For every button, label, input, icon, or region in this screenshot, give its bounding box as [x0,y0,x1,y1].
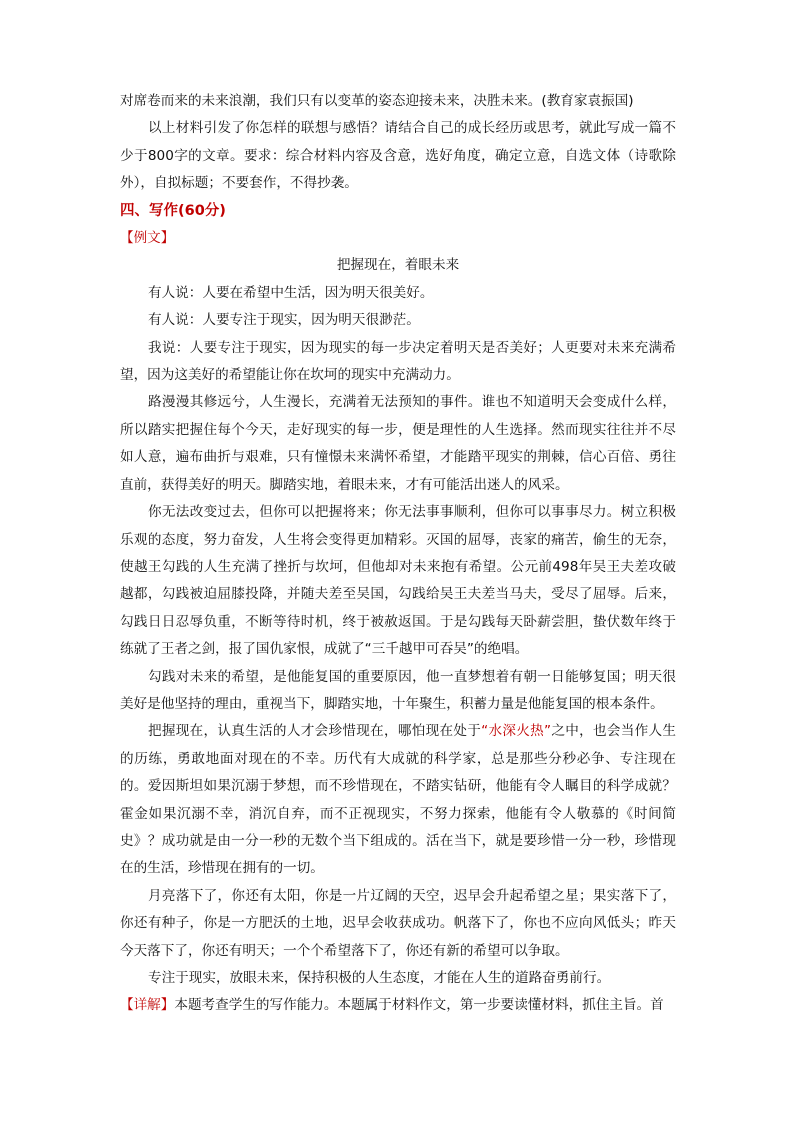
document-page [120,88,676,1020]
detail-tag: 【详解】 [120,997,175,1014]
essay-paragraph: 有人说：人要在希望中生活，因为明天很美好。 [148,284,434,301]
essay-paragraph: 专注于现实，放眼未来，保持积极的人生态度，才能在人生的道路奋勇前行。 [148,970,611,986]
essay-text: 把握现在，认真生活的人才会珍惜现在，哪怕现在处于 [148,723,482,740]
detail-paragraph [120,992,676,1019]
essay-paragraph: 勾践对未来的希望，是他能复国的重要原因，他一直梦想着有朝一日能够复国；明天很美好是他坚持的理由，重视当下，脚踏实地，十年聚生，积蓄力量是他能复国的根本条件。 [120,668,676,712]
essay-paragraph: 我说：人要专注于现实，因为现实的每一步决定着明天是否美好；人更要对未来充满希望，因为这美好的希望能让你在坎坷的现实中充满动力。 [120,339,676,384]
essay-text: 之中，也会当作人生的历练，勇敢地面对现在的不幸。历代有大成就的科学家，总是那些分秒必争、专注现在的。爱因斯坦如果沉溺于梦想，而不珍惜现在，不踏实钻研，他能有令人瞩目的科学成就？霍金如果沉溺不幸，消沉自弃，而不正视现实，不努力探索，他能有令人敬慕的《时间简史》？成功就是由一分一秒的无数个当下组成的。活在当下，就是要珍惜一分一秒，珍惜现在的生活，珍惜现在拥有的一切。 [120,723,676,877]
essay-paragraph [120,718,676,882]
essay-paragraph: 月亮落下了，你还有太阳，你是一片辽阔的天空，迟早会升起希望之星；果实落下了，你还有种子，你是一方肥沃的土地，迟早会收获成功。帆落下了，你也不应向风低头；昨天今天落下了，你还有明天；一个个希望落下了，你还有新的希望可以争取。 [120,887,676,959]
essay-title: 把握现在，着眼未来 [336,257,460,274]
example-tag: 【例文】 [120,230,175,247]
writing-prompt: 以上材料引发了你怎样的联想与感悟？请结合自己的成长经历或思考，就此写成一篇不少于800字的文章。要求：综合材料内容及含意，选好角度，确定立意，自选文体（诗歌除外），自拟标题；不要套作，不得抄袭。 [120,120,676,192]
section-heading: 四、写作(60分) [120,202,226,219]
detail-text: 本题考查学生的写作能力。本题属于材料作文，第一步要读懂材料，抓住主旨。首 [174,997,664,1014]
highlighted-phrase: “水深火热” [481,723,552,740]
material-tail: 对席卷而来的未来浪潮，我们只有以变革的姿态迎接未来，决胜未来。(教育家袁振国) [120,93,634,109]
essay-paragraph: 路漫漫其修远兮，人生漫长，充满着无法预知的事件。谁也不知道明天会变成什么样，所以踏实把握住每个今天，走好现实的每一步，便是理性的人生选择。然而现实往往并不尽如人意，遍布曲折与艰难，只有憧憬未来满怀希望，才能踏平现实的荆棘，信心百倍、勇往直前，获得美好的明天。脚踏实地，着眼未来，才有可能活出迷人的风采。 [120,394,676,493]
essay-paragraph: 你无法改变过去，但你可以把握将来；你无法事事顺利，但你可以事事尽力。树立积极乐观的态度，努力奋发，人生将会变得更加精彩。灭国的屈辱，丧家的痛苦，偷生的无奈，使越王勾践的人生充满了挫折与坎坷，但他却对未来抱有希望。公元前498年吴王夫差攻破越都，勾践被迫屈膝投降，并随夫差至吴国，勾践给吴王夫差当马夫，受尽了屈辱。后来，勾践日日忍辱负重，不断等待时机，终于被赦返国。于是勾践每天卧薪尝胆，蛰伏数年终于练就了王者之剑，报了国仇家恨，成就了“三千越甲可吞吴”的绝唱。 [120,504,676,658]
essay-paragraph: 有人说：人要专注于现实，因为明天很渺茫。 [148,312,420,329]
